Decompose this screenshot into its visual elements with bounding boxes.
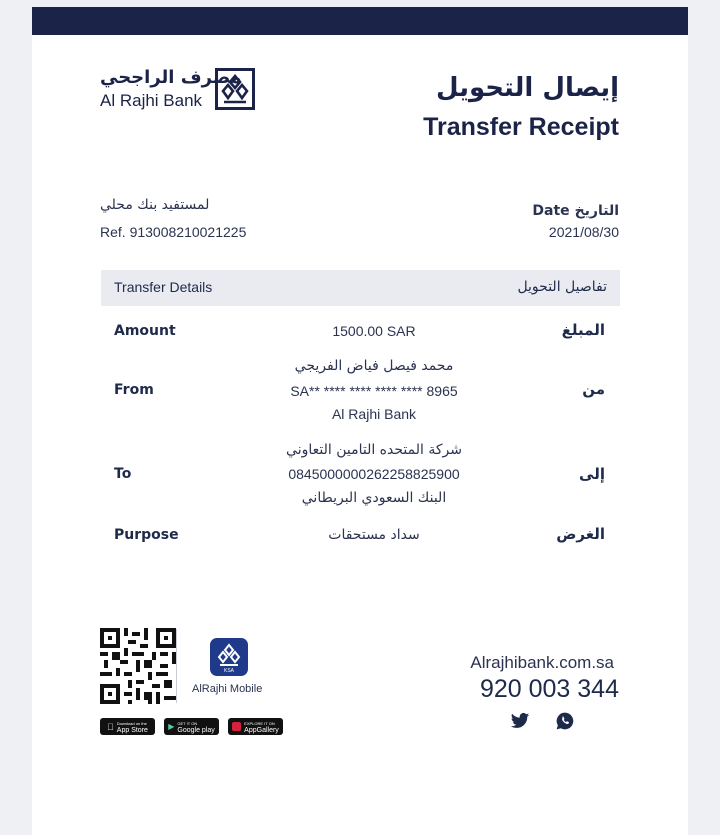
receipt-title-ar: إيصال التحويل [436,73,619,103]
to-account: 0845000000262258825900 [288,466,460,482]
brand-name-en: Al Rajhi Bank [100,91,203,110]
date-label-en: Date [532,203,570,219]
app-icon-label: KSA [223,668,235,674]
website-link[interactable]: Alrajhibank.com.sa [470,653,614,672]
qr-divider [176,629,177,703]
app-store-big: App Store [113,726,145,734]
app-store-small: Download on the [113,720,144,726]
top-bar [32,7,688,35]
phone-number[interactable]: 920 003 344 [479,675,619,703]
google-play-small: GET IT ON [177,720,198,726]
twitter-icon[interactable] [510,711,530,731]
purpose-value: سداد مستحقات [328,527,420,543]
reference-number: Ref. 913008210021225 [100,224,247,240]
play-icon: ▶ [168,722,175,731]
purpose-label-ar: الغرض [556,525,605,543]
from-label-en: From [114,382,154,398]
from-account: SA** **** **** **** **** 8965 [290,383,458,399]
amount-label-en: Amount [114,323,176,339]
app-gallery-badge[interactable] [228,718,283,735]
app-gallery-big: AppGallery [244,726,279,734]
huawei-icon [232,722,241,731]
alrajhi-mobile-app-icon[interactable] [210,638,248,676]
brand-name-ar: مصرف الراجحي [100,67,242,88]
date-label [532,203,619,219]
date-value: 2021/08/30 [548,224,619,240]
bank-logo-icon [215,68,255,110]
app-gallery-small: EXPLORE IT ON [244,720,275,726]
from-bank: Al Rajhi Bank [331,406,417,422]
to-label-en: To [114,466,132,482]
date-label-ar: التاريخ [574,203,619,219]
to-label-ar: إلى [579,465,605,483]
google-play-big: Google play [177,726,215,734]
from-name: محمد فيصل فياض الفريجي [294,358,454,374]
app-store-badge[interactable] [100,718,155,735]
details-header-ar: تفاصيل التحويل [517,279,607,295]
from-label-ar: من [582,380,605,398]
to-bank: البنك السعودي البريطاني [301,490,447,506]
qr-code [100,628,176,704]
receipt-title-en: Transfer Receipt [423,113,619,141]
transfer-details-header [101,270,620,306]
to-name: شركة المتحده التامين التعاوني [286,442,462,458]
beneficiary-type: لمستفيد بنك محلي [100,197,210,213]
purpose-label-en: Purpose [114,527,179,543]
details-header-en: Transfer Details [114,279,213,295]
amount-label-ar: المبلغ [561,321,605,339]
whatsapp-icon[interactable] [555,711,575,731]
google-play-badge[interactable] [164,718,219,735]
apple-icon [107,722,114,732]
app-name: AlRajhi Mobile [192,683,263,695]
amount-value: 1500.00 SAR [332,323,416,339]
receipt-page [32,7,688,835]
